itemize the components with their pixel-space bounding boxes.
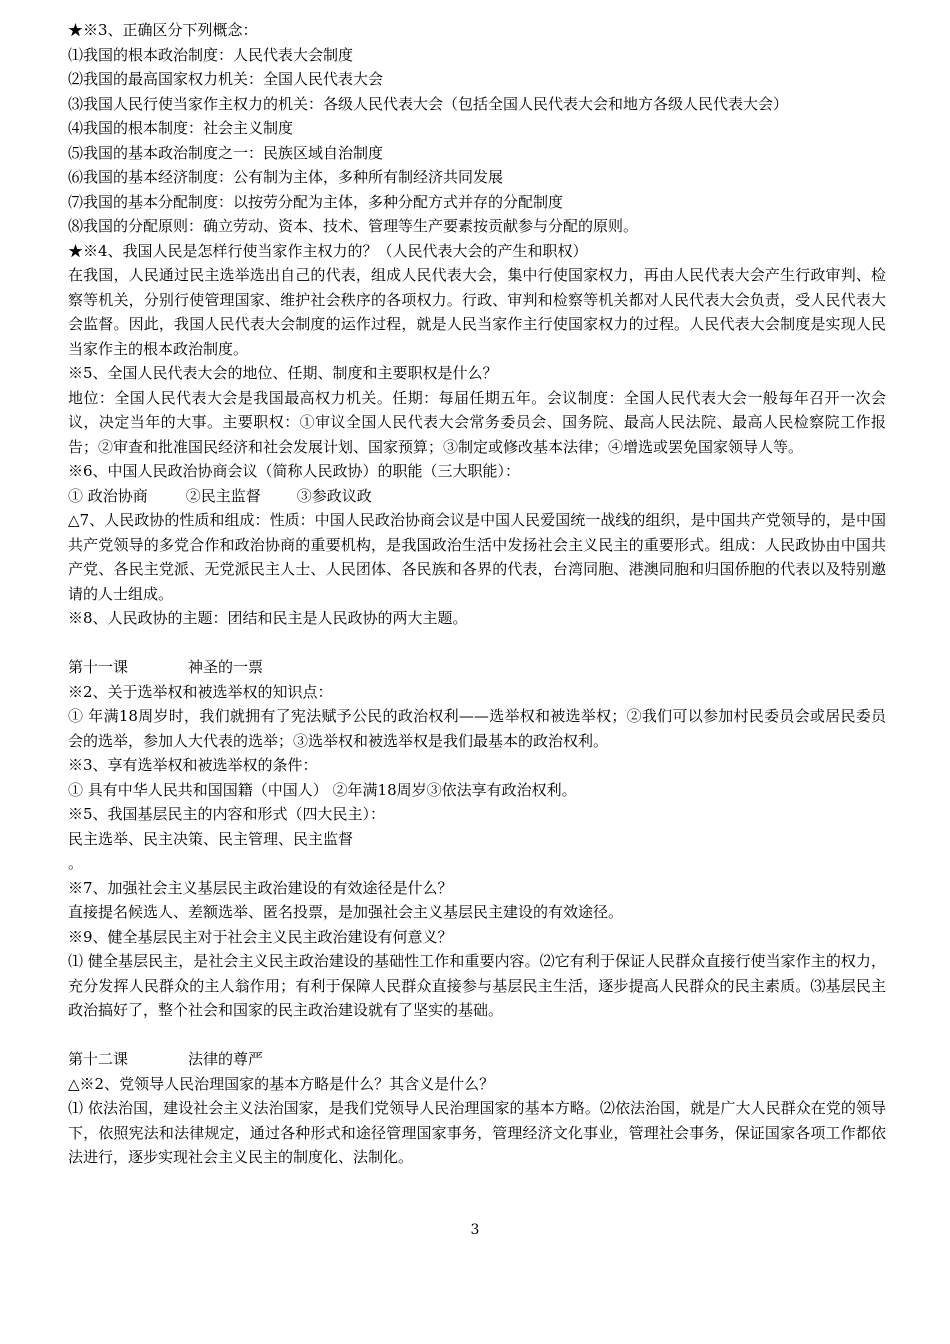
lesson-11-q7: ※7、加强社会主义基层民主政治建设的有效途径是什么？ <box>68 878 453 897</box>
section-4-body: 在我国，人民通过民主选举选出自己的代表，组成人民代表大会，集中行使国家权力，再由人民代表大会产生行政审判、检察等机关，分别行使管理国家、维护社会秩序的各项权力。行政、审判和检察等机关都对人民代表大会负责，受人民代表大会监督。因此，我国人民代表大会制度的运作过程，就是人民当家作主行使国家权力的过程。人民代表大会制度是实现人民当家作主的根本政治制度。 <box>68 266 886 358</box>
concept-item: ⑺我国的基本分配制度：以按劳分配为主体，多种分配方式并存的分配制度 <box>68 192 564 211</box>
lesson-11-q2: ※2、关于选举权和被选举权的知识点： <box>68 682 333 701</box>
concept-item: ⑻我国的分配原则：确立劳动、资本、技术、管理等生产要素按贡献参与分配的原则。 <box>68 217 639 235</box>
lesson-12-header <box>68 1047 886 1072</box>
section-5-body: 地位：全国人民代表大会是我国最高权力机关。任期：每届任期五年。会议制度：全国人民代表大会一般每年召开一次会议，决定当年的大事。主要职权：①审议全国人民代表大会常务委员会、国务院、最高人民法院、最高人民检察院工作报告；②审查和批准国民经济和社会发展计划、国家预算；③制定或修改基本法律；④增选或罢免国家领导人等。 <box>68 388 886 456</box>
lesson-11-header <box>68 655 886 680</box>
spacer <box>68 1023 886 1048</box>
lesson-12-label: 第十二课 <box>68 1050 129 1068</box>
lesson-11-q5-tail: 。 <box>68 854 84 872</box>
function-political-consultation: ① 政治协商 <box>68 486 148 505</box>
concept-item: ⑷我国的根本制度：社会主义制度 <box>68 119 294 137</box>
function-democratic-supervision: ②民主监督 <box>185 486 261 505</box>
page-number: 3 <box>470 1222 480 1238</box>
concept-item: ⑴我国的根本政治制度：人民代表大会制度 <box>68 45 354 64</box>
lesson-11-q5-body: 民主选举、民主决策、民主管理、民主监督 <box>68 829 354 848</box>
section-4-heading: ★※4、我国人民是怎样行使当家作主权力的？（人民代表大会的产生和职权） <box>68 241 588 260</box>
document-page <box>68 18 886 1170</box>
spacer <box>68 631 886 656</box>
lesson-11-title: 神圣的一票 <box>188 658 264 676</box>
concept-item: ⑸我国的基本政治制度之一：民族区域自治制度 <box>68 143 384 162</box>
lesson-11-q9-body: ⑴ 健全基层民主，是社会主义民主政治建设的基础性工作和重要内容。⑵它有利于保证人民群众直接行使当家作主的权力，充分发挥人民群众的主人翁作用；有利于保障人民群众直接参与基层民主生活，逐步提高人民群众的民主素质。⑶基层民主政治搞好了，整个社会和国家的民主政治建设就有了坚实的基础。 <box>68 952 886 1019</box>
lesson-11-q3-body: ① 具有中华人民共和国国籍（中国人） ②年满18周岁③依法享有政治权利。 <box>68 780 577 799</box>
lesson-12-title: 法律的尊严 <box>188 1050 264 1068</box>
section-3-heading: ★※3、正确区分下列概念： <box>68 21 258 39</box>
section-8-body: ※8、人民政协的主题：团结和民主是人民政协的两大主题。 <box>68 609 468 627</box>
lesson-12-q2: △※2、党领导人民治理国家的基本方略是什么？其含义是什么？ <box>68 1074 495 1093</box>
section-6-heading: ※6、中国人民政治协商会议（简称人民政协）的职能（三大职能）： <box>68 462 521 480</box>
section-6-functions <box>68 484 886 509</box>
lesson-11-label: 第十一课 <box>68 658 129 676</box>
lesson-12-q2-body: ⑴ 依法治国，建设社会主义法治国家，是我们党领导人民治理国家的基本方略。⑵依法治国，就是广大人民群众在党的领导下，依照宪法和法律规定，通过各种形式和途径管理国家事务，管理经济文化事业，管理社会事务，保证国家各项工作都依法进行，逐步实现社会主义民主的制度化、法制化。 <box>68 1099 886 1166</box>
section-5-heading: ※5、全国人民代表大会的地位、任期、制度和主要职权是什么？ <box>68 364 498 382</box>
lesson-11-q5: ※5、我国基层民主的内容和形式（四大民主）： <box>68 805 386 823</box>
lesson-11-q9: ※9、健全基层民主对于社会主义民主政治建设有何意义？ <box>68 927 453 946</box>
lesson-11-q7-body: 直接提名候选人、差额选举、匿名投票，是加强社会主义基层民主建设的有效途径。 <box>68 903 624 921</box>
concept-item: ⑵我国的最高国家权力机关：全国人民代表大会 <box>68 70 384 88</box>
concept-item: ⑹我国的基本经济制度：公有制为主体，多种所有制经济共同发展 <box>68 168 504 186</box>
lesson-11-q3: ※3、享有选举权和被选举权的条件： <box>68 756 318 774</box>
concept-item: ⑶我国人民行使当家作主权力的机关：各级人民代表大会（包括全国人民代表大会和地方各级人民代表大会） <box>68 94 789 113</box>
lesson-11-q2-body: ① 年满18周岁时，我们就拥有了宪法赋予公民的政治权利——选举权和被选举权；②我们可以参加村民委员会或居民委员会的选举，参加人大代表的选举；③选举权和被选举权是我们最基本的政治权利。 <box>68 707 886 750</box>
function-participation: ③参政议政 <box>296 486 372 505</box>
section-7-body: △7、人民政协的性质和组成：性质：中国人民政治协商会议是中国人民爱国统一战线的组织，是中国共产党领导的，是中国共产党领导的多党合作和政治协商的重要机构，是我国政治生活中发扬社会主义民主的重要形式。组成：人民政协由中国共产党、各民主党派、无党派民主人士、人民团体、各民族和各界的代表，台湾同胞、港澳同胞和归国侨胞的代表以及特别邀请的人士组成。 <box>68 511 886 603</box>
